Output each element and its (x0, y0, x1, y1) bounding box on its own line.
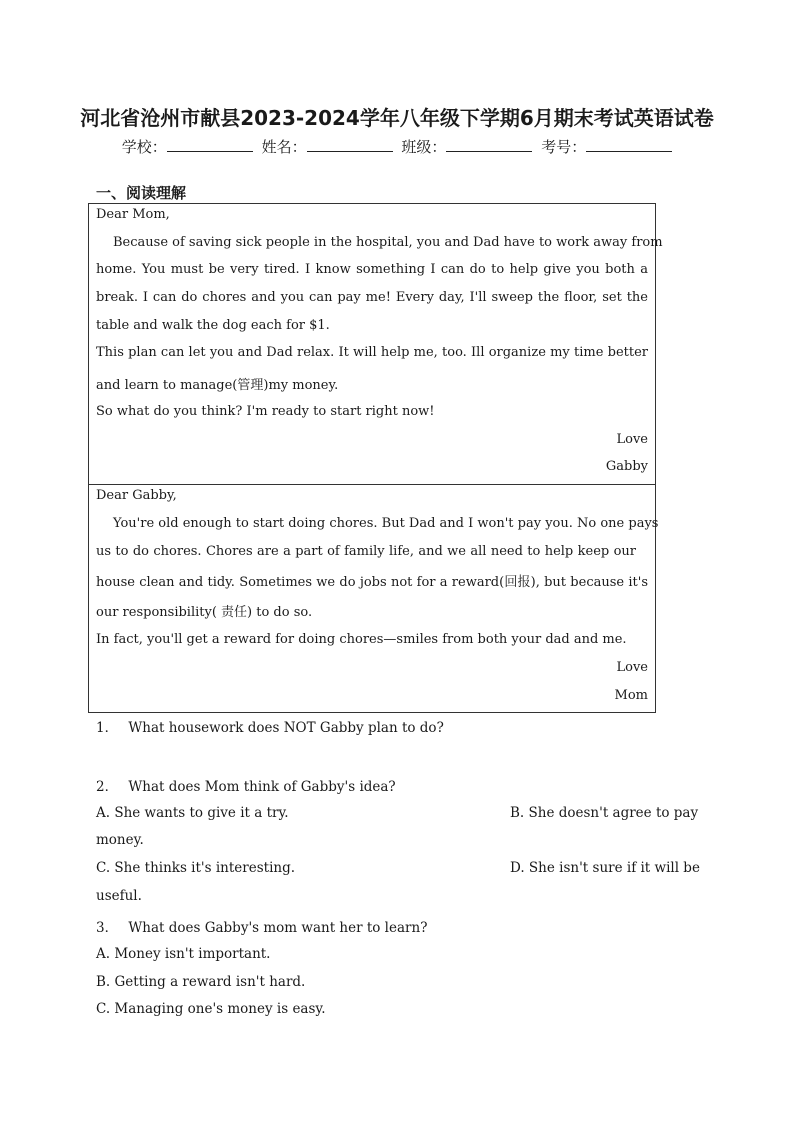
q2-option-b[interactable]: B. She doesn't agree to pay (510, 805, 699, 821)
question-3 (96, 916, 427, 936)
number-label: 考号： (541, 138, 587, 156)
letter1-line: and learn to manage(管理)my money. (96, 378, 339, 393)
letter2-signature: Mom (614, 688, 648, 703)
letter1-signature: Gabby (605, 459, 648, 474)
letter1-closing: Love (616, 432, 648, 447)
letter2-line: our responsibility( 责任) to do so. (96, 605, 313, 620)
q2-option-b-continued: money. (96, 832, 144, 848)
question-text: What does Gabby's mom want her to learn? (128, 920, 428, 936)
student-info-line (0, 136, 794, 157)
letter-gabby-box (88, 203, 663, 485)
letter1-line: Because of saving sick people in the hospital, you and Dad have to work away from (113, 235, 663, 250)
letter1-line: break. I can do chores and you can pay me! Every day, I'll sweep the floor, set the (96, 290, 648, 305)
q2-option-d-continued: useful. (96, 888, 142, 904)
class-label: 班级： (401, 138, 447, 156)
letter2-line: In fact, you'll get a reward for doing chores—smiles from both your dad and me. (96, 632, 627, 647)
question-text: What does Mom think of Gabby's idea? (128, 779, 396, 795)
page-title: 河北省沧州市献县2023-2024学年八年级下学期6月期末考试英语试卷 (80, 106, 714, 130)
school-blank[interactable] (167, 137, 253, 152)
q3-option-b[interactable]: B. Getting a reward isn't hard. (96, 974, 306, 990)
school-label: 学校： (121, 138, 167, 156)
q2-option-a[interactable]: A. She wants to give it a try. (96, 805, 289, 821)
q3-option-c[interactable]: C. Managing one's money is easy. (96, 1001, 326, 1017)
name-blank[interactable] (307, 137, 393, 152)
letter2-line: us to do chores. Chores are a part of family life, and we all need to help keep our (96, 544, 636, 559)
class-blank[interactable] (446, 137, 532, 152)
name-label: 姓名： (261, 138, 307, 156)
letter2-line: You're old enough to start doing chores. But Dad and I won't pay you. No one pays (113, 516, 659, 531)
letter-mom-box (88, 484, 659, 713)
letter1-line: table and walk the dog each for $1. (96, 318, 330, 333)
question-text: What housework does NOT Gabby plan to do? (128, 720, 444, 736)
question-1 (96, 716, 444, 736)
letter1-line: home. You must be very tired. I know something I can do to help give you both a (96, 262, 648, 277)
section-title: 一、阅读理解 (96, 184, 187, 202)
letter2-closing: Love (616, 660, 648, 675)
question-2 (96, 775, 396, 795)
letter2-greeting: Dear Gabby, (96, 488, 177, 503)
q2-option-c[interactable]: C. She thinks it's interesting. (96, 860, 296, 876)
question-number: 1． (96, 720, 119, 736)
letter2-line: house clean and tidy. Sometimes we do jobs not for a reward(回报), but because it's (96, 575, 648, 590)
number-blank[interactable] (586, 137, 672, 152)
q2-option-d[interactable]: D. She isn't sure if it will be (510, 860, 700, 876)
letter1-greeting: Dear Mom, (96, 207, 170, 222)
letter1-line: This plan can let you and Dad relax. It will help me, too. Ill organize my time better (96, 345, 648, 360)
q3-option-a[interactable]: A. Money isn't important. (96, 946, 271, 962)
question-number: 2． (96, 779, 119, 795)
question-number: 3． (96, 920, 119, 936)
letter1-line: So what do you think? I'm ready to start right now! (96, 404, 435, 419)
